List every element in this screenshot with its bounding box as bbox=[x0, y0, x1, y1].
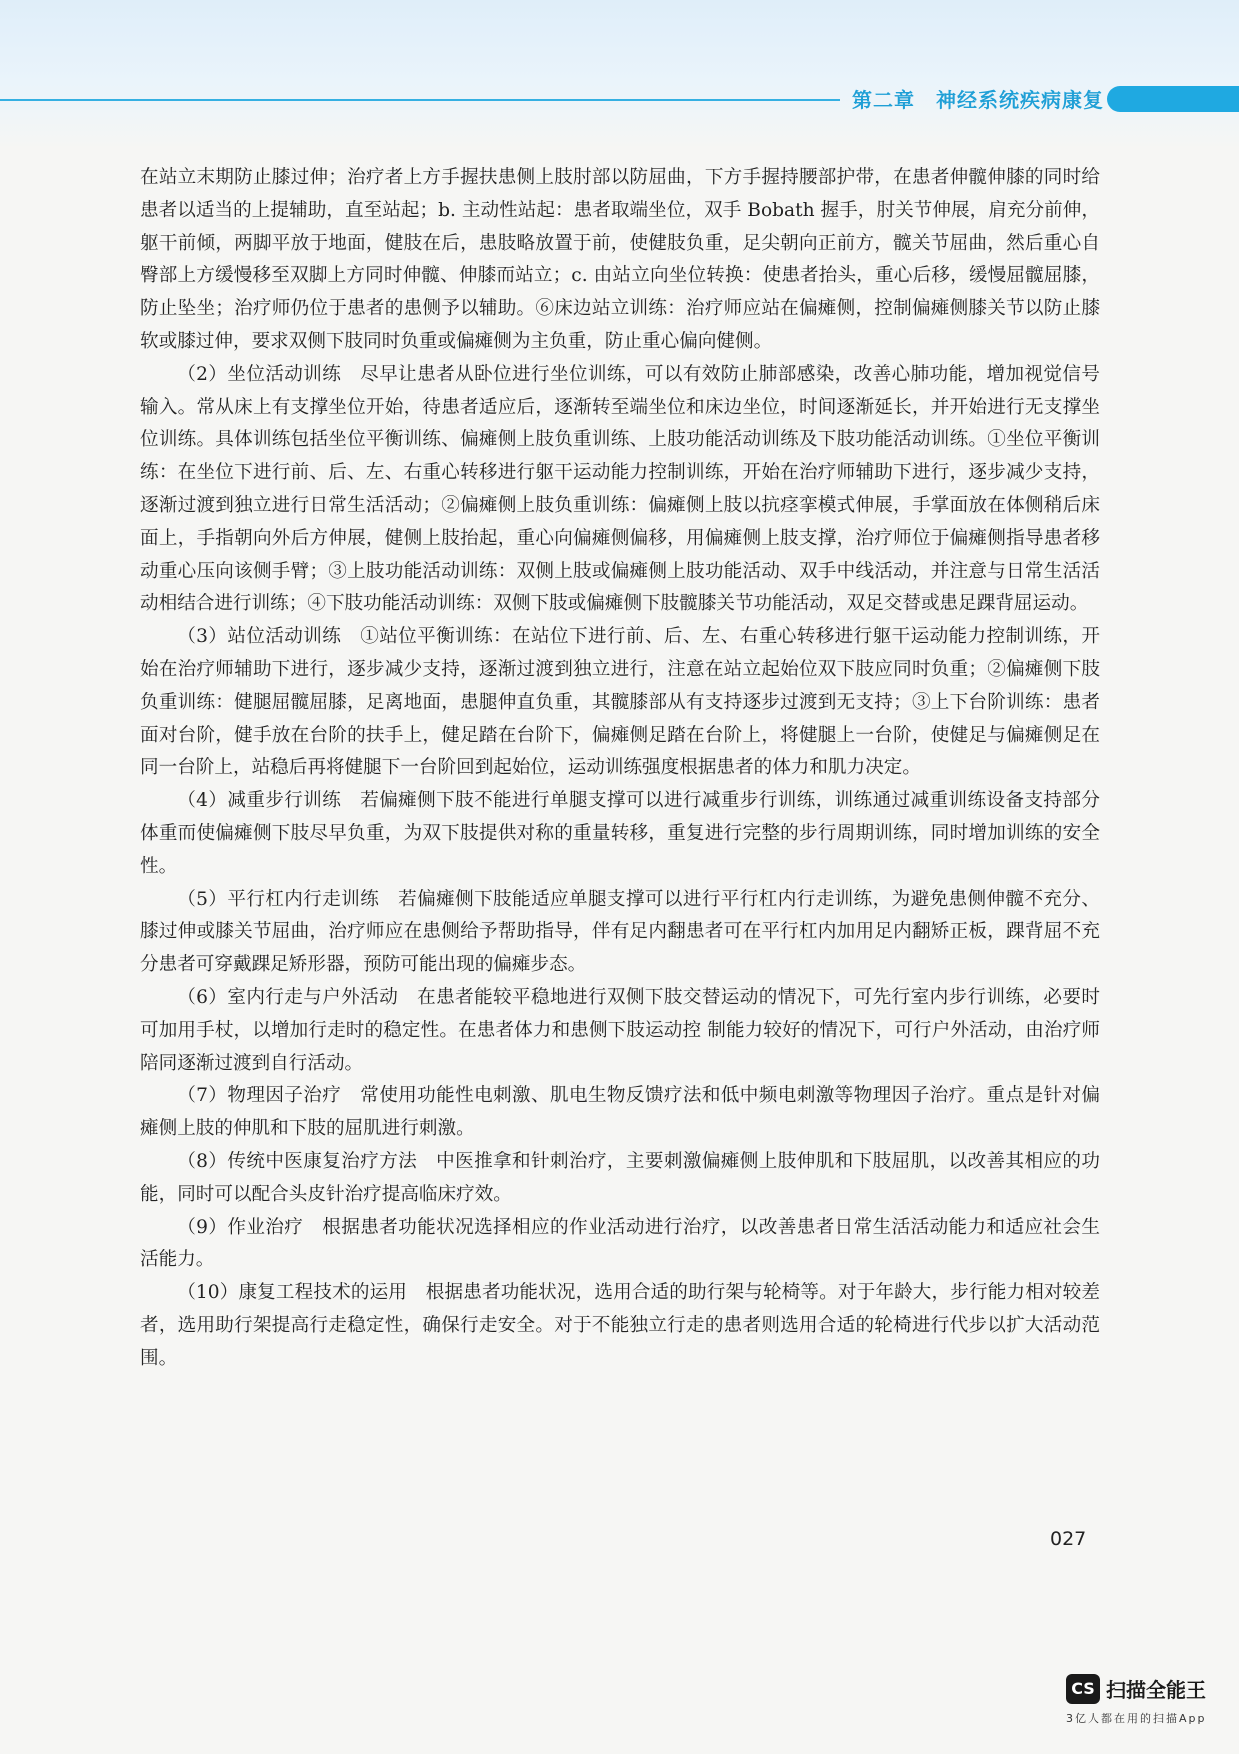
header-band bbox=[0, 0, 1239, 150]
paragraph-rehab-engineering: （10）康复工程技术的运用 根据患者功能状况，选用合适的助行架与轮椅等。对于年龄大，步行能力相对较差者，选用助行架提高行走稳定性，确保行走安全。对于不能独立行走的患者则选用合适的轮椅进行代步以扩大活动范围。 bbox=[140, 1282, 1100, 1369]
paragraph-sitting-training: （2）坐位活动训练 尽早让患者从卧位进行坐位训练，可以有效防止肺部感染，改善心肺功能，增加视觉信号输入。常从床上有支撑坐位开始，待患者适应后，逐渐转至端坐位和床边坐位，时间逐渐延长，并开始进行无支撑坐位训练。具体训练包括坐位平衡训练、偏瘫侧上肢负重训练、上肢功能活动训练及下肢功能活动训练。①坐位平衡训练：在坐位下进行前、后、左、右重心转移进行躯干运动能力控制训练，开始在治疗师辅助下进行，逐步减少支持，逐渐过渡到独立进行日常生活活动；②偏瘫侧上肢负重训练：偏瘫侧上肢以抗痉挛模式伸展，手掌面放在体侧稍后床面上，手指朝向外后方伸展，健侧上肢抬起，重心向偏瘫侧偏移，用偏瘫侧上肢支撑，治疗师位于偏瘫侧指导患者移动重心压向该侧手臂；③上肢功能活动训练：双侧上肢或偏瘫侧上肢功能活动、双手中线活动，并注意与日常生活活动相结合进行训练；④下肢功能活动训练：双侧下肢或偏瘫侧下肢髋膝关节功能活动，双足交替或患足踝背屈运动。 bbox=[140, 363, 1100, 615]
paragraph-occupational-therapy: （9）作业治疗 根据患者功能状况选择相应的作业活动进行治疗，以改善患者日常生活活动能力和适应社会生活能力。 bbox=[140, 1216, 1100, 1271]
paragraph-indoor-outdoor: （6）室内行走与户外活动 在患者能较平稳地进行双侧下肢交替运动的情况下，可先行室内步行训练，必要时可加用手杖，以增加行走时的稳定性。在患者体力和患侧下肢运动控 制能力较好的情况下，可行户外活动，由治疗师陪同逐渐过渡到自行活动。 bbox=[140, 986, 1100, 1074]
watermark-slogan: 3亿人都在用的扫描App bbox=[1066, 1712, 1207, 1725]
header-tab-decoration bbox=[1107, 86, 1239, 112]
page-number: 027 bbox=[1050, 1528, 1087, 1550]
scanner-watermark bbox=[1066, 1672, 1216, 1732]
watermark-app-name: 扫描全能王 bbox=[1106, 1678, 1206, 1702]
paragraph-physical-therapy: （7）物理因子治疗 常使用功能性电刺激、肌电生物反馈疗法和低中频电刺激等物理因子治疗。重点是针对偏瘫侧上肢的伸肌和下肢的屈肌进行刺激。 bbox=[140, 1085, 1100, 1140]
paragraph-tcm: （8）传统中医康复治疗方法 中医推拿和针刺治疗，主要刺激偏瘫侧上肢伸肌和下肢屈肌，以改善其相应的功能，同时可以配合头皮针治疗提高临床疗效。 bbox=[140, 1150, 1100, 1205]
paragraph-continuation: 在站立末期防止膝过伸；治疗者上方手握扶患侧上肢肘部以防屈曲，下方手握持腰部护带，在患者伸髋伸膝的同时给患者以适当的上提辅助，直至站起；b. 主动性站起：患者取端坐位，双手 Bobath 握手，肘关节伸展，肩充分前伸，躯干前倾，两脚平放于地面，健肢在后，患肢略放置于前，使健肢负重，足尖朝向正前方，髋关节屈曲，然后重心自臀部上方缓慢移至双脚上方同时伸髋、伸膝而站立；c. 由站立向坐位转换：使患者抬头，重心后移，缓慢屈髋屈膝，防止坠坐；治疗师仍位于患者的患侧予以辅助。⑥床边站立训练：治疗师应站在偏瘫侧，控制偏瘫侧膝关节以防止膝软或膝过伸，要求双侧下肢同时负重或偏瘫侧为主负重，防止重心偏向健侧。 bbox=[140, 167, 1100, 352]
paragraph-weight-support-walking: （4）减重步行训练 若偏瘫侧下肢不能进行单腿支撑可以进行减重步行训练，训练通过减重训练设备支持部分体重而使偏瘫侧下肢尽早负重，为双下肢提供对称的重量转移，重复进行完整的步行周期训练，同时增加训练的安全性。 bbox=[140, 790, 1100, 877]
camscanner-logo-icon: CS bbox=[1066, 1674, 1100, 1704]
header-rule bbox=[0, 99, 840, 101]
chapter-title: 第二章 神经系统疾病康复 bbox=[852, 88, 1104, 112]
paragraph-standing-training: （3）站位活动训练 ①站位平衡训练：在站位下进行前、后、左、右重心转移进行躯干运动能力控制训练，开始在治疗师辅助下进行，逐步减少支持，逐渐过渡到独立进行，注意在站立起始位双下肢应同时负重；②偏瘫侧下肢负重训练：健腿屈髋屈膝，足离地面，患腿伸直负重，其髋膝部从有支持逐步过渡到无支持；③上下台阶训练：患者面对台阶，健手放在台阶的扶手上，健足踏在台阶下，偏瘫侧足踏在台阶上，将健腿上一台阶，使健足与偏瘫侧足在同一台阶上，站稳后再将健腿下一台阶回到起始位，运动训练强度根据患者的体力和肌力决定。 bbox=[140, 626, 1100, 779]
body-text bbox=[140, 162, 1100, 1375]
paragraph-parallel-bars: （5）平行杠内行走训练 若偏瘫侧下肢能适应单腿支撑可以进行平行杠内行走训练，为避免患侧伸髋不充分、膝过伸或膝关节屈曲，治疗师应在患侧给予帮助指导，伴有足内翻患者可在平行杠内加用足内翻矫正板，踝背屈不充分患者可穿戴踝足矫形器，预防可能出现的偏瘫步态。 bbox=[140, 888, 1100, 976]
